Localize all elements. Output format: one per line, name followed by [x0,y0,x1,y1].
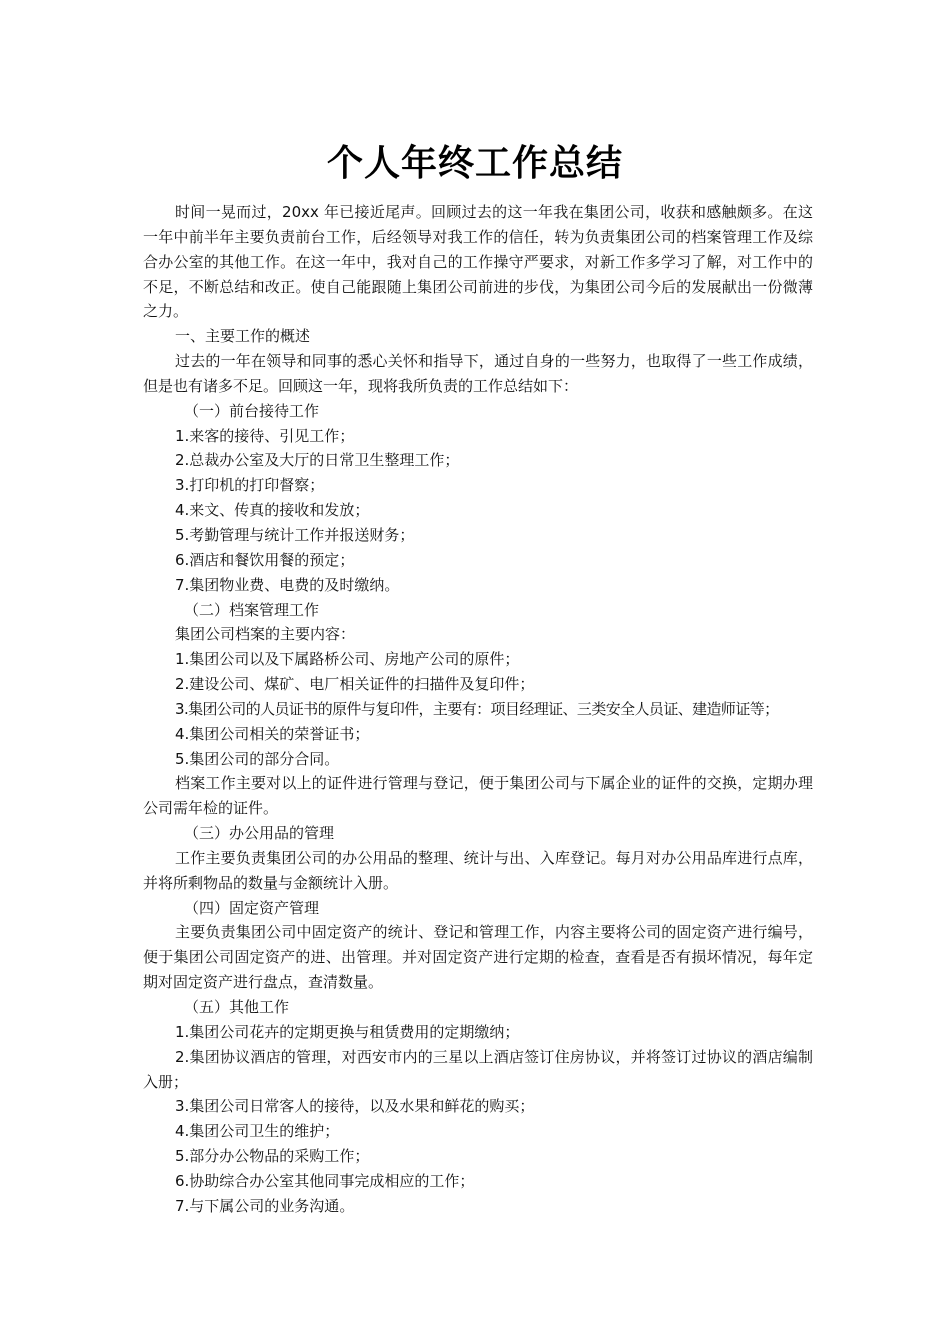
list-item: 2.总裁办公室及大厅的日常卫生整理工作； [175,451,460,470]
subsection-heading-other: （五）其他工作 [184,998,290,1016]
subsection-heading-supplies: （三）办公用品的管理 [184,824,335,843]
list-item: 6.酒店和餐饮用餐的预定； [175,550,355,569]
subsection-paragraph: 主要负责集团公司中固定资产的统计、登记和管理工作，内容主要将公司的固定资产进行编号，便于集团公司固定资产的进、出管理。并对固定资产进行定期的检查，查看是否有损坏情况，每年定期对固定资产进行盘点，查清数量。 [143,923,813,992]
list-item: 3.打印机的打印督察； [175,476,325,495]
list-item: 6.协助综合办公室其他同事完成相应的工作； [175,1171,475,1190]
section-intro-paragraph: 过去的一年在领导和同事的悉心关怀和指导下，通过自身的一些努力，也取得了一些工作成绩，但是也有诸多不足。回顾这一年，现将我所负责的工作总结如下： [143,352,813,395]
subsection-lead: 集团公司档案的主要内容： [175,625,356,644]
list-item: 4.来文、传真的接收和发放； [175,501,370,520]
subsection-paragraph: 档案工作主要对以上的证件进行管理与登记，便于集团公司与下属企业的证件的交换，定期办理公司需年检的证件。 [143,774,813,818]
list-item: 4.集团公司相关的荣誉证书； [175,724,370,743]
subsection-heading-reception: （一）前台接待工作 [184,401,320,420]
list-item: 7.与下属公司的业务沟通。 [175,1196,355,1215]
list-item: 3.集团公司日常客人的接待，以及水果和鲜花的购买； [175,1097,535,1116]
list-item: 4.集团公司卫生的维护； [175,1122,340,1141]
subsection-heading-assets: （四）固定资产管理 [184,898,320,917]
list-item: 5.部分办公物品的采购工作； [175,1147,370,1166]
list-item: 2.集团协议酒店的管理，对西安市内的三星以上酒店签订住房协议，并将签订过协议的酒店编制入册； [143,1047,813,1091]
list-item: 1.集团公司花卉的定期更换与租赁费用的定期缴纳； [175,1022,520,1041]
subsection-paragraph: 工作主要负责集团公司的办公用品的整理、统计与出、入库登记。每月对办公用品库进行点库，并将所剩物品的数量与金额统计入册。 [143,848,813,892]
list-item: 5.考勤管理与统计工作并报送财务； [175,525,415,544]
section-heading: 一、主要工作的概述 [175,327,311,346]
list-item: 5.集团公司的部分合同。 [175,749,340,768]
intro-paragraph: 时间一晃而过，20xx 年已接近尾声。回顾过去的这一年我在集团公司，收获和感触颇多。在这一年中前半年主要负责前台工作，后经领导对我工作的信任，转为负责集团公司的档案管理工作及综合办公室的其他工作。在这一年中，我对自己的工作操守严要求，对新工作多学习了解，对工作中的不足，不断总结和改正。使自己能跟随上集团公司前进的步伐，为集团公司今后的发展献出一份微薄之力。 [143,203,813,321]
list-item: 7.集团物业费、电费的及时缴纳。 [175,575,400,594]
document-body [143,200,813,1219]
list-item: 3.集团公司的人员证书的原件与复印件，主要有：项目经理证、三类安全人员证、建造师证等； [175,699,779,718]
list-item: 1.来客的接待、引见工作； [175,426,355,445]
document-title: 个人年终工作总结 [326,143,623,184]
list-item: 2.建设公司、煤矿、电厂相关证件的扫描件及复印件； [175,675,535,694]
list-item: 1.集团公司以及下属路桥公司、房地产公司的原件； [175,650,520,669]
subsection-heading-archives: （二）档案管理工作 [184,600,320,619]
